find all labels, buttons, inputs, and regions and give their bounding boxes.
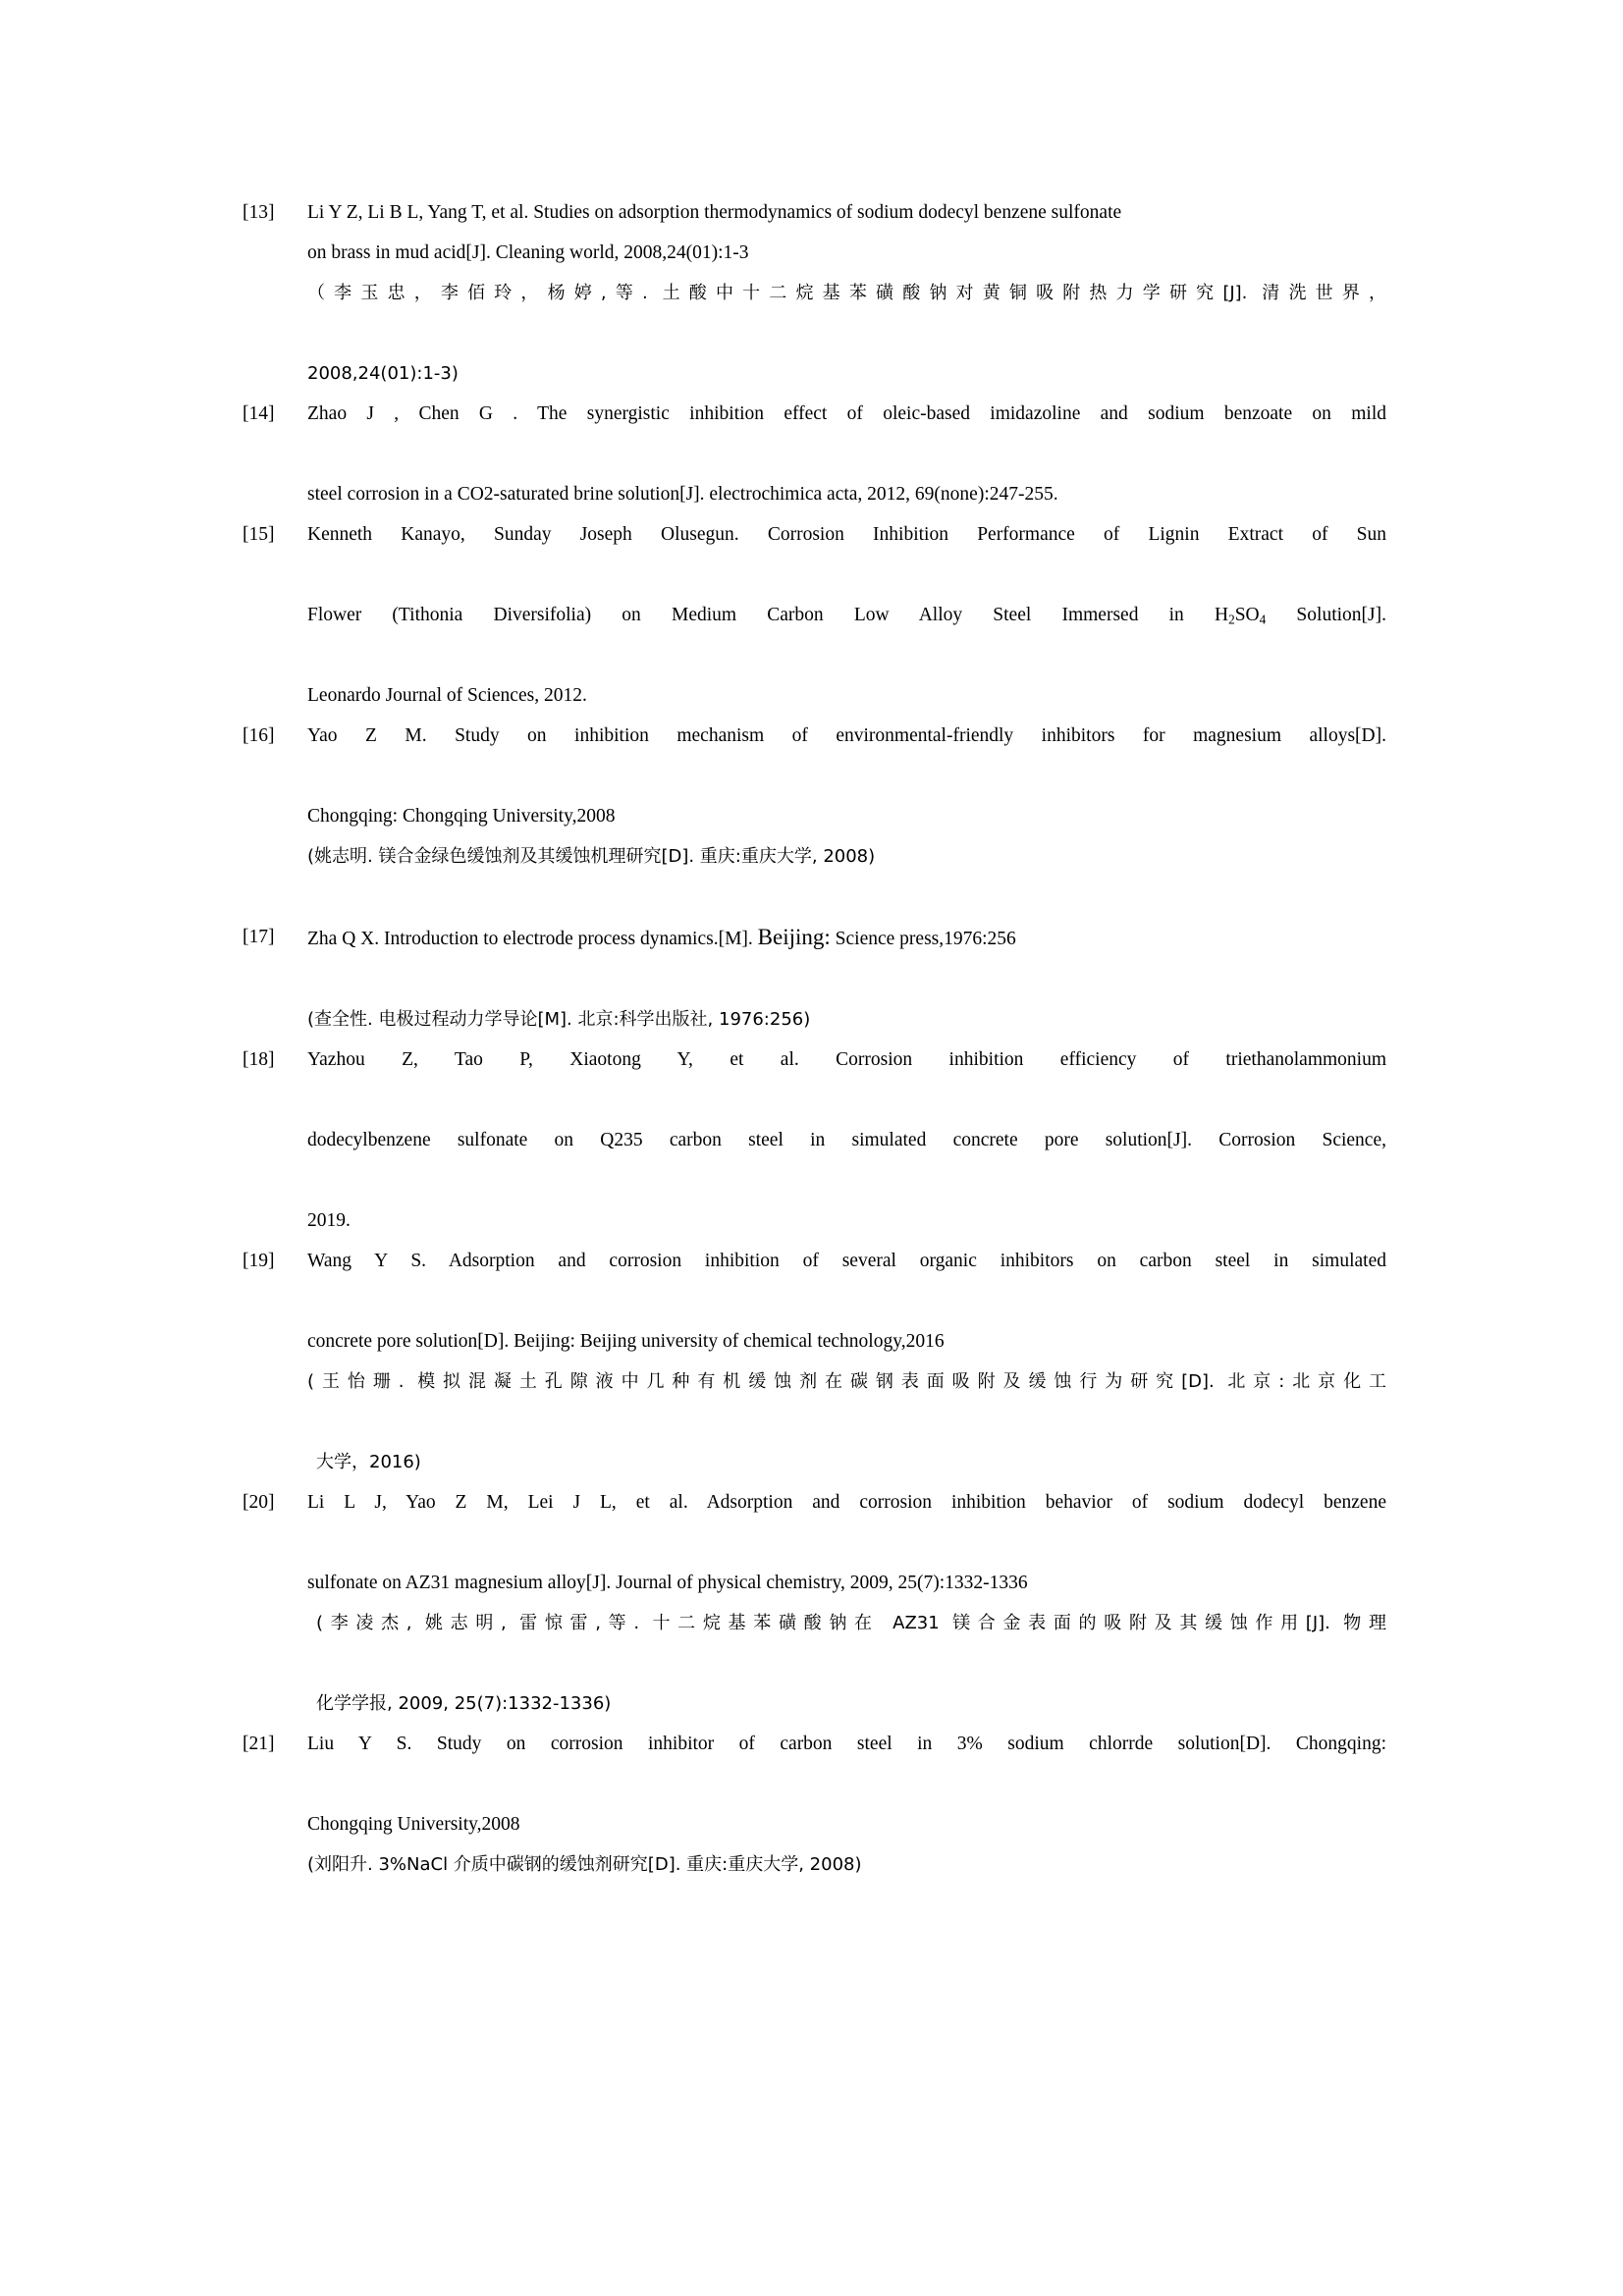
- reference-entry: [243, 1724, 1386, 1885]
- reference-text: [307, 1040, 1386, 1241]
- reference-text: [307, 514, 1386, 716]
- reference-line: Chongqing University,2008: [307, 1814, 520, 1835]
- reference-text: [307, 1241, 1386, 1482]
- reference-number: [15]: [243, 524, 275, 545]
- reference-line-cn: (查全性. 电极过程动力学导论[M]. 北京:科学出版社, 1976:256): [307, 1009, 811, 1030]
- reference-text: [307, 917, 1386, 1040]
- formula-sub: 4: [1259, 612, 1267, 627]
- reference-line: steel corrosion in a CO2-saturated brine solution[J]. electrochimica acta, 2012, 69(none):247-255.: [307, 484, 1058, 505]
- reference-line: concrete pore solution[D]. Beijing: Beijing university of chemical technology,2016: [307, 1331, 945, 1352]
- reference-line-pre: Zha Q X. Introduction to electrode process dynamics.[M].: [307, 929, 758, 949]
- formula-post: Solution[J].: [1266, 605, 1386, 625]
- reference-line: Chongqing: Chongqing University,2008: [307, 806, 616, 827]
- reference-line: Li L J, Yao Z M, Lei J L, et al. Adsorption and corrosion inhibition behavior of sodium dodecyl benzene: [307, 1492, 1386, 1513]
- reference-line: Leonardo Journal of Sciences, 2012.: [307, 685, 587, 706]
- reference-line: Yao Z M. Study on inhibition mechanism of environmental-friendly inhibitors for magnesium alloys[D].: [307, 725, 1386, 746]
- reference-number: [18]: [243, 1049, 275, 1070]
- reference-entry: [243, 1482, 1386, 1724]
- reference-line-cn: (李凌杰, 姚志明, 雷惊雷,等. 十二烷基苯磺酸钠在 AZ31 镁合金表面的吸附及其缓蚀作用[J]. 物理: [316, 1613, 1386, 1633]
- reference-line: dodecylbenzene sulfonate on Q235 carbon steel in simulated concrete pore solution[J]. Corrosion Science,: [307, 1130, 1386, 1150]
- reference-line: Zhao J , Chen G . The synergistic inhibition effect of oleic-based imidazoline and sodium benzoate on mild: [307, 403, 1386, 424]
- reference-line: on brass in mud acid[J]. Cleaning world, 2008,24(01):1-3: [307, 242, 749, 263]
- reference-number: [19]: [243, 1251, 275, 1271]
- reference-line: Li Y Z, Li B L, Yang T, et al. Studies on adsorption thermodynamics of sodium dodecyl benzene sulfonate: [307, 202, 1122, 223]
- reference-number: [17]: [243, 927, 275, 947]
- reference-entry: [243, 716, 1386, 917]
- reference-entry: [243, 192, 1386, 394]
- reference-line-cn: (王怡珊. 模拟混凝土孔隙液中几种有机缓蚀剂在碳钢表面吸附及缓蚀行为研究[D]. 北京:北京化工: [307, 1371, 1386, 1392]
- reference-line-emphasis: Beijing:: [757, 925, 831, 949]
- reference-entry: [243, 1241, 1386, 1482]
- reference-number: [16]: [243, 725, 275, 746]
- reference-line-cn: 2008,24(01):1-3): [307, 363, 459, 384]
- formula-pre: Flower (Tithonia Diversifolia) on Medium Carbon Low Alloy Steel Immersed in H: [307, 605, 1229, 625]
- reference-list: [243, 192, 1386, 1885]
- reference-line: Wang Y S. Adsorption and corrosion inhibition of several organic inhibitors on carbon steel in simulated: [307, 1251, 1386, 1271]
- reference-text: [307, 716, 1386, 917]
- reference-line-post: Science press,1976:256: [830, 929, 1016, 949]
- reference-entry: [243, 917, 1386, 1040]
- reference-line-cn: （李玉忠，李佰玲，杨婷,等. 土酸中十二烷基苯磺酸钠对黄铜吸附热力学研究[J]. 清洗世界，: [307, 283, 1386, 303]
- reference-number: [14]: [243, 403, 275, 424]
- reference-line: 2019.: [307, 1210, 351, 1231]
- reference-line: Yazhou Z, Tao P, Xiaotong Y, et al. Corrosion inhibition efficiency of triethanolammonium: [307, 1049, 1386, 1070]
- reference-number: [13]: [243, 202, 275, 223]
- reference-number: [20]: [243, 1492, 275, 1513]
- reference-entry: [243, 394, 1386, 514]
- reference-text: [307, 1724, 1386, 1885]
- reference-text: [307, 1482, 1386, 1724]
- formula-sub: 2: [1228, 612, 1235, 627]
- reference-text: [307, 192, 1386, 394]
- line-spacer: [307, 959, 1386, 999]
- reference-line-cn: 大学，2016): [316, 1452, 421, 1472]
- reference-line: Liu Y S. Study on corrosion inhibitor of carbon steel in 3% sodium chlorrde solution[D]. Chongqing:: [307, 1734, 1386, 1754]
- reference-line-formula: [307, 595, 1386, 675]
- reference-entry: [243, 1040, 1386, 1241]
- reference-line: [307, 917, 1386, 959]
- line-spacer: [307, 877, 1386, 917]
- reference-number: [21]: [243, 1734, 275, 1754]
- reference-line-cn: 化学学报, 2009, 25(7):1332-1336): [316, 1693, 612, 1714]
- reference-line: sulfonate on AZ31 magnesium alloy[J]. Journal of physical chemistry, 2009, 25(7):1332-1336: [307, 1573, 1028, 1593]
- formula-mid: SO: [1234, 605, 1260, 625]
- reference-line-cn: (刘阳升. 3%NaCl 介质中碳钢的缓蚀剂研究[D]. 重庆:重庆大学, 2008): [307, 1854, 862, 1875]
- reference-line: Kenneth Kanayo, Sunday Joseph Olusegun. Corrosion Inhibition Performance of Lignin Extract of Sun: [307, 524, 1386, 545]
- reference-line-cn: (姚志明. 镁合金绿色缓蚀剂及其缓蚀机理研究[D]. 重庆:重庆大学, 2008): [307, 846, 876, 867]
- reference-text: [307, 394, 1386, 514]
- reference-entry: [243, 514, 1386, 716]
